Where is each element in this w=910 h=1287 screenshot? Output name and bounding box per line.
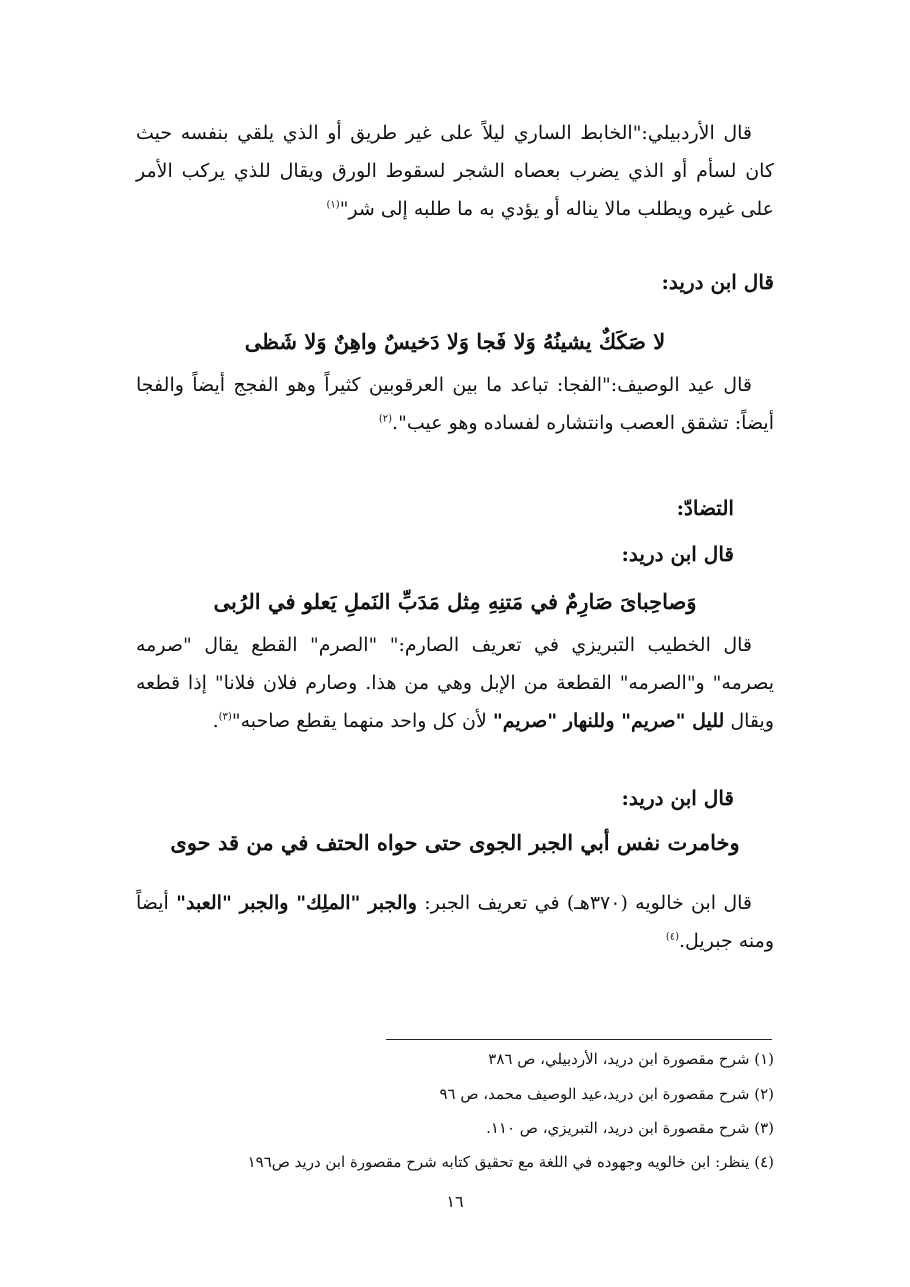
footnote-ref-3[interactable]: (٣)	[218, 711, 232, 723]
page-number: ١٦	[446, 1192, 464, 1211]
footnote-ref-4[interactable]: (٤)	[665, 931, 679, 943]
heading-ibn-durayd-1: قال ابن دريد:	[661, 270, 774, 294]
heading-ibn-durayd-3: قال ابن دريد:	[621, 786, 734, 810]
paragraph-eid-alwasif	[136, 366, 774, 442]
paragraph-end: .	[212, 710, 219, 732]
footnote-ref-2[interactable]: (٢)	[378, 413, 393, 425]
paragraph-text: قال الخطيب التبريزي في تعريف الصارم:" "الصرم" القطع يقال "صرمه يصرمه" و"الصرمه" القطعة من الإبل وهي من هذا. وصارم فلان فلانا" إذا قطعه ويقال	[136, 634, 774, 732]
paragraph-text: قال ابن خالويه (٣٧٠هـ) في تعريف الجبر:	[416, 892, 752, 914]
footnote-separator	[386, 1039, 772, 1040]
footnote-2: (٢) شرح مقصورة ابن دريد،عيد الوصيف محمد، ص ٩٦	[439, 1085, 774, 1103]
bold-phrase: والجبر "الملِك" والجبر "العبد"	[176, 892, 417, 914]
footnote-4: (٤) ينظر: ابن خالويه وجهوده في اللغة مع تحقيق كتابه شرح مقصورة ابن دريد ص١٩٦	[247, 1153, 774, 1171]
paragraph-ibn-khalawayh	[136, 884, 774, 960]
footnote-1: (١) شرح مقصورة ابن دريد، الأردبيلي، ص ٣٨٦	[488, 1050, 774, 1068]
footnote-ref-1[interactable]: (١)	[326, 199, 340, 211]
paragraph-text: لأن كل واحد منهما يقطع صاحبه"	[231, 710, 493, 732]
paragraph-text: أيضاً ومنه جبريل.	[136, 892, 774, 952]
paragraph-tabrizi	[136, 626, 774, 740]
verse-3: وخامرت نفس أبي الجبر الجوى حتى حواه الحتف في من قد حوى	[170, 830, 740, 855]
heading-ibn-durayd-2: قال ابن دريد:	[621, 542, 734, 566]
verse-1: لا صَكَكٌ يشينُهُ وَلا فَجا وَلا دَخيسٌ واهِنٌ وَلا شَظى	[244, 329, 666, 354]
paragraph-text: قال الأردبيلي:"الخابط الساري ليلاً على غير طريق أو الذي يلقي بنفسه حيث كان لسأم أو الذي يضرب بعصاه الشجر لسقوط الورق ويقال للذي يركب الأمر على غيره ويطلب مالا يناله أو يؤدي به ما طلبه إلى شر"	[136, 122, 774, 220]
paragraph-text: قال عيد الوصيف:"الفجا: تباعد ما بين العرقوبين كثيراً وهو الفجج أيضاً والفجا أيضاً: تشقق العصب وانتشاره لفساده وهو عيب".	[136, 374, 774, 434]
bold-phrase: لليل "صريم" وللنهار "صريم"	[492, 710, 725, 732]
paragraph-ardabili	[136, 114, 774, 228]
verse-2: وَصاحِباىَ صَارِمٌ في مَتنِهِ مِثل مَدَبِّ النَملِ يَعلو في الرُبى	[213, 589, 697, 614]
section-title-tadad: التضادّ:	[676, 496, 734, 520]
footnote-3: (٣) شرح مقصورة ابن دريد، التبريزي، ص ١١٠.	[486, 1119, 774, 1137]
